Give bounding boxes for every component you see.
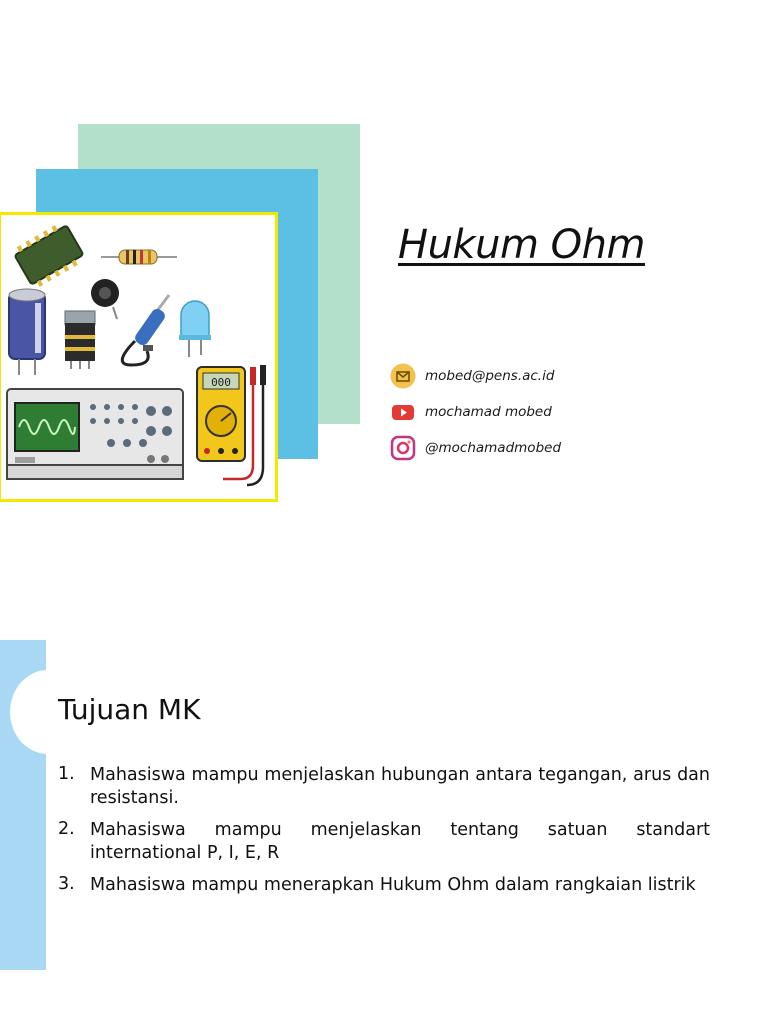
list-item <box>58 874 710 897</box>
soldering-iron-icon <box>122 295 169 365</box>
objectives-heading: Tujuan MK <box>58 693 201 726</box>
list-item-number: 3. <box>58 874 75 894</box>
ic-chip-icon <box>12 220 87 290</box>
resistor-icon <box>101 250 177 264</box>
capacitor-icon <box>9 289 45 375</box>
electronics-illustration-card <box>0 212 278 502</box>
youtube-icon <box>390 399 416 425</box>
list-item <box>58 764 710 810</box>
contact-youtube <box>390 394 561 430</box>
slide-title: Hukum Ohm <box>398 222 645 268</box>
instagram-icon <box>390 435 416 461</box>
list-item-number: 2. <box>58 819 75 839</box>
multimeter-display: 000 <box>211 376 231 389</box>
oscilloscope-icon <box>7 389 183 479</box>
contact-list <box>390 358 561 466</box>
list-item-text: Mahasiswa mampu menerapkan Hukum Ohm dalam rangkaian listrik <box>90 875 696 895</box>
contact-email-text: mobed@pens.ac.id <box>425 368 555 384</box>
contact-instagram <box>390 430 561 466</box>
transistor-icon <box>65 311 95 369</box>
list-item-number: 1. <box>58 764 75 784</box>
contact-email <box>390 358 561 394</box>
contact-youtube-text: mochamad mobed <box>425 404 552 420</box>
email-icon <box>390 363 416 389</box>
objectives-slide <box>0 640 768 970</box>
list-item-text: Mahasiswa mampu menjelaskan tentang satuan standart international P, I, E, R <box>90 820 710 863</box>
contact-instagram-text: @mochamadmobed <box>425 440 562 456</box>
list-item <box>58 819 710 865</box>
objectives-list <box>58 764 710 906</box>
led-icon <box>179 301 211 357</box>
multimeter-icon <box>197 365 266 485</box>
list-item-text: Mahasiswa mampu menjelaskan hubungan antara tegangan, arus dan resistansi. <box>90 765 710 808</box>
